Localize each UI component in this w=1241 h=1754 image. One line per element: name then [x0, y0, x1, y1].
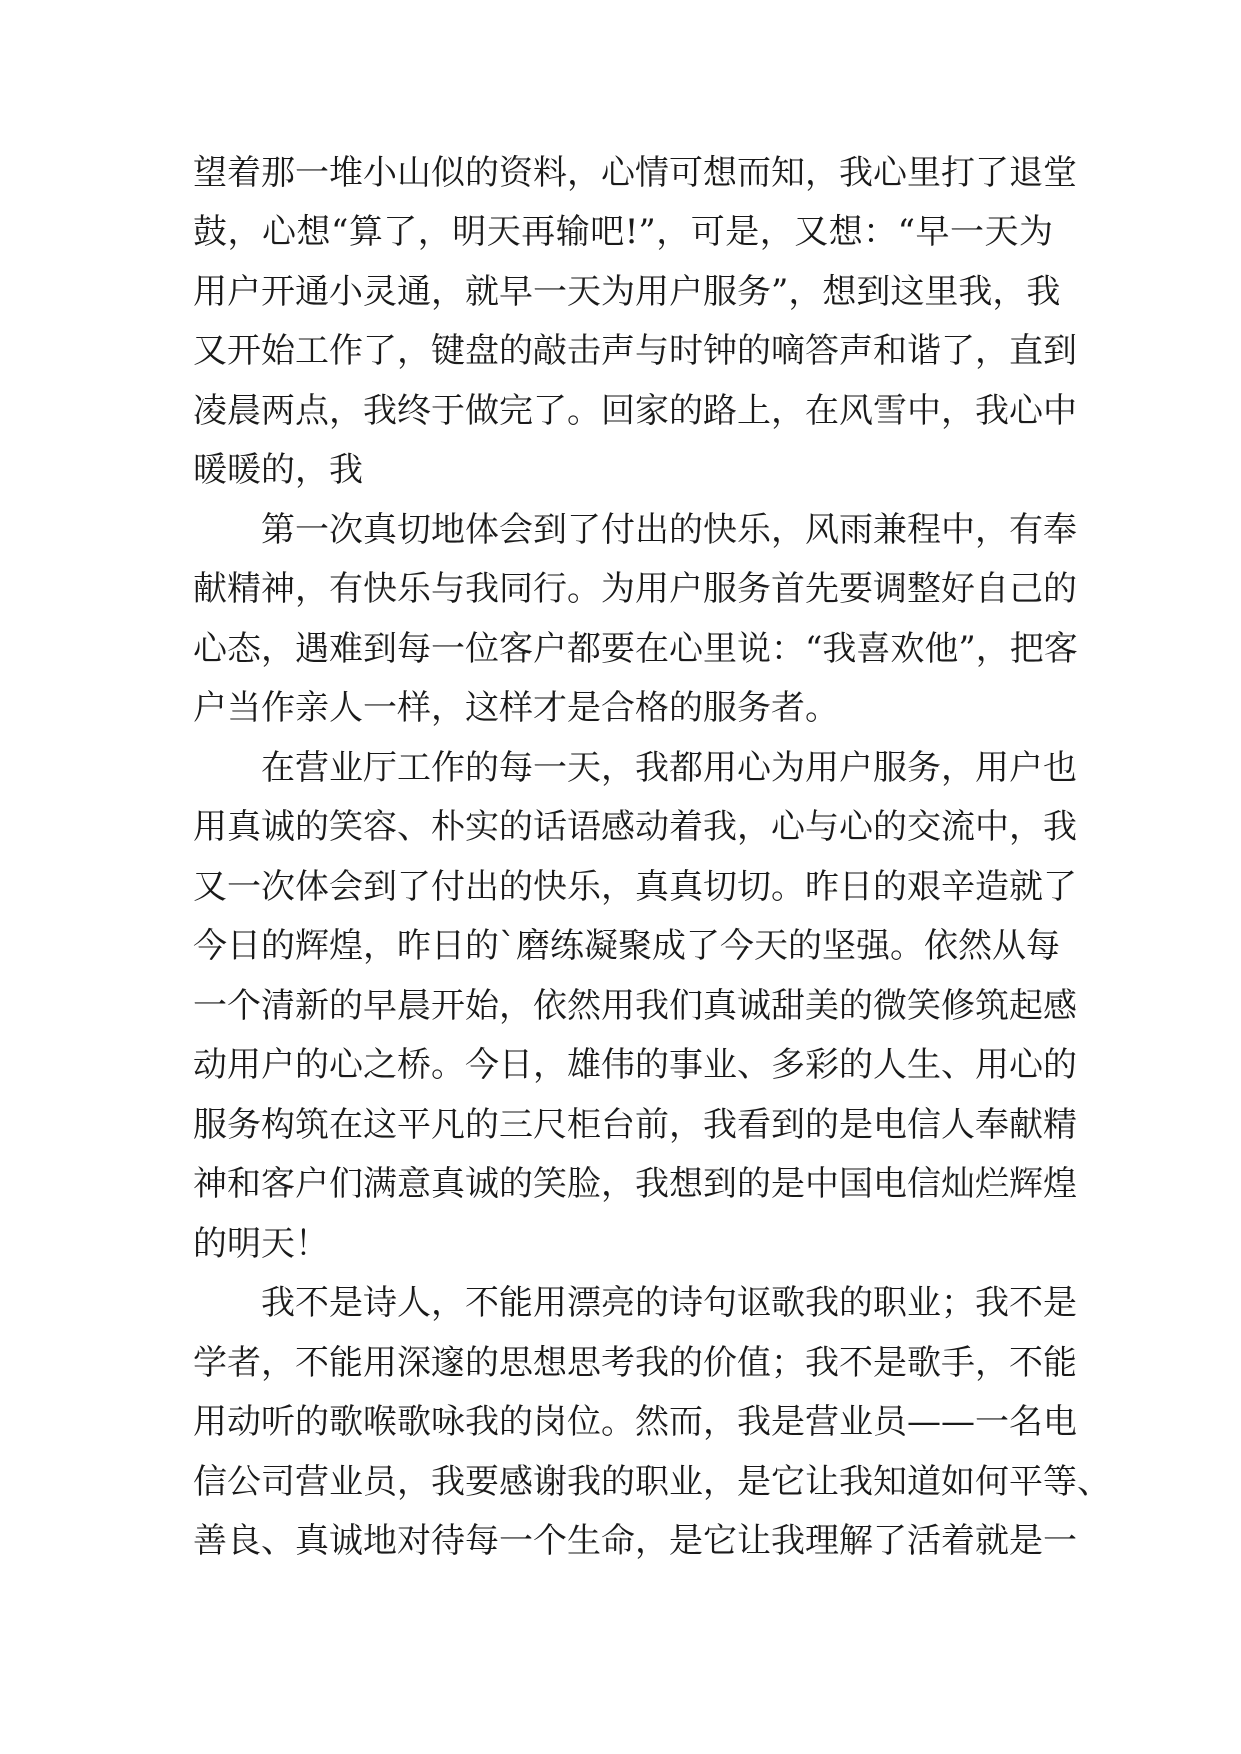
paragraph-1-line-5: 凌晨两点，我终于做完了。回家的路上，在风雪中，我心中	[193, 391, 1077, 431]
paragraph-1-line-6: 暖暖的，我	[193, 450, 363, 490]
paragraph-4-line-1: 我不是诗人，不能用漂亮的诗句讴歌我的职业；我不是	[261, 1283, 1077, 1323]
paragraph-3-line-9: 的明天！	[193, 1224, 329, 1264]
paragraph-4-line-2: 学者，不能用深邃的思想思考我的价值；我不是歌手，不能	[193, 1343, 1077, 1383]
paragraph-3-line-2: 用真诚的笑容、朴实的话语感动着我，心与心的交流中，我	[193, 807, 1077, 847]
paragraph-1-line-3: 用户开通小灵通，就早一天为用户服务”，想到这里我，我	[193, 272, 1061, 312]
paragraph-1-line-4: 又开始工作了，键盘的敲击声与时钟的嘀答声和谐了，直到	[193, 331, 1077, 371]
paragraph-3-line-3: 又一次体会到了付出的快乐，真真切切。昨日的艰辛造就了	[193, 867, 1077, 907]
paragraph-1-line-1: 望着那一堆小山似的资料，心情可想而知，我心里打了退堂	[193, 153, 1077, 193]
paragraph-4-line-3: 用动听的歌喉歌咏我的岗位。然而，我是营业员——一名电	[193, 1402, 1077, 1442]
paragraph-3-line-5: 一个清新的早晨开始，依然用我们真诚甜美的微笑修筑起感	[193, 986, 1077, 1026]
paragraph-2-line-2: 献精神，有快乐与我同行。为用户服务首先要调整好自己的	[193, 569, 1077, 609]
paragraph-3-line-4: 今日的辉煌，昨日的`磨练凝聚成了今天的坚强。依然从每	[193, 926, 1060, 966]
paragraph-2-line-3: 心态，遇难到每一位客户都要在心里说：“我喜欢他”，把客	[193, 629, 1078, 669]
paragraph-4-line-4: 信公司营业员，我要感谢我的职业，是它让我知道如何平等、	[193, 1462, 1111, 1502]
paragraph-2-line-1: 第一次真切地体会到了付出的快乐，风雨兼程中，有奉	[261, 510, 1077, 550]
paragraph-3-line-8: 神和客户们满意真诚的笑脸，我想到的是中国电信灿烂辉煌	[193, 1164, 1077, 1204]
paragraph-2-line-4: 户当作亲人一样，这样才是合格的服务者。	[193, 688, 839, 728]
paragraph-1-line-2: 鼓，心想“算了，明天再输吧!”，可是，又想：“早一天为	[193, 212, 1053, 252]
paragraph-3-line-7: 服务构筑在这平凡的三尺柜台前，我看到的是电信人奉献精	[193, 1105, 1077, 1145]
paragraph-3-line-6: 动用户的心之桥。今日，雄伟的事业、多彩的人生、用心的	[193, 1045, 1077, 1085]
paragraph-3-line-1: 在营业厅工作的每一天，我都用心为用户服务，用户也	[261, 748, 1077, 788]
paragraph-4-line-5: 善良、真诚地对待每一个生命，是它让我理解了活着就是一	[193, 1521, 1077, 1561]
